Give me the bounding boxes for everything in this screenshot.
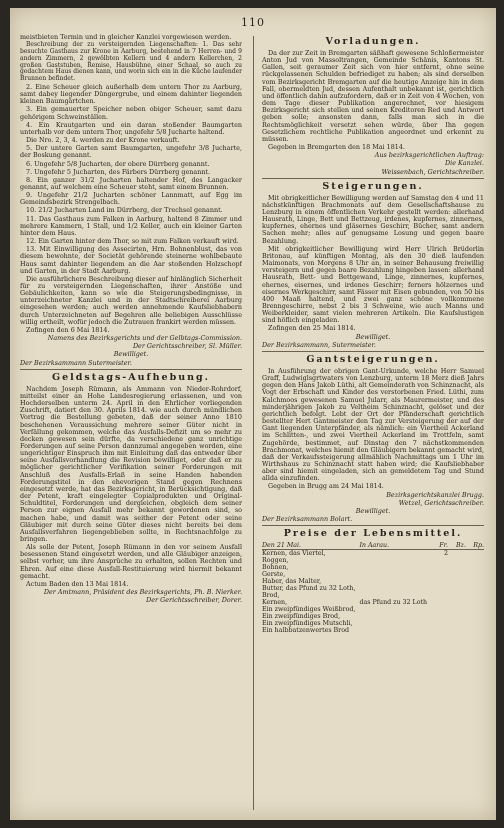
price-row — [262, 564, 484, 571]
price-unit — [359, 571, 430, 578]
price-row — [262, 557, 484, 564]
price-row — [262, 599, 484, 606]
paragraph: 5. Der untere Garten samt Baumgarten, ungefehr 3/8 Jucharte, der Boskung genannt. — [20, 144, 242, 160]
dateline: Gegeben in Brugg am 24 Mai 1814. — [268, 482, 384, 491]
signature: Die Kanzlei. — [445, 159, 484, 168]
price-value — [448, 606, 466, 613]
price-item: Roggen, — [262, 557, 289, 565]
newspaper-page — [10, 8, 496, 820]
approval-note: Bewilliget. — [113, 350, 149, 359]
section-divider — [20, 369, 242, 370]
price-item: Kernen, — [262, 599, 288, 607]
paragraph: Mit obrigkeitlicher Bewilligung werden auf Samstag den 4 und 11 nächstkünftigen Brachmonats auf dem Gesellschaftshause zu Lenzburg in einem öffentlichen Verkehr gestellt werden: allerhand Hausrath, Linge, Bett und Bettzeug, irdenes, kupfernes, zinnernes, kupfernes, ehernes und gläsernes Geschirr, Bücher, samt andern Sachen mehr; alles auf genugsame Losung und gegen baare Bezahlung. — [262, 193, 484, 245]
price-unit — [359, 564, 430, 571]
price-unit: das Pfund zu 32 Loth — [359, 599, 428, 607]
price-value — [448, 592, 466, 599]
signature: Der Gerichtsschreiber, Dorer. — [146, 596, 242, 605]
price-row — [262, 550, 484, 558]
price-table — [262, 542, 484, 634]
price-unit — [359, 627, 430, 634]
price-value — [448, 564, 466, 571]
price-table-body — [262, 550, 484, 635]
price-row — [262, 585, 484, 592]
price-col-date: Den 21 Mai. — [262, 542, 359, 550]
price-value — [430, 564, 448, 571]
paragraph: Mit obrigkeitlicher Bewilligung wird Herr Ulrich Brüderlin Britonau, auf künftigen Montag, als den 30 dieß laufenden Maimonats, von Morgens 8 Uhr an, in seiner Behausung freiwillig versteigern und gegen baare Bezahlung hingeben lassen: allerhand Hausrath, Bett- und Bettgewand, Linge, zinnernes, kupfernes, ehernes, eisernes, und irdenes Geschirr; ferners hölzernes und eisernes Werkgeschirr, samt Fässer mit Eisen gebunden, von 50 bis 400 Maaß haltend, und zwei ganz schöne vollkommene Brenngeschirre, nebst 2 bis 3 Schweine, wie auch Manns und Weiberkleider, samt vielen mehreren Artikeln. Die Kaufslustigen sind höflich eingeladen. — [262, 244, 484, 325]
section-heading: Gantsteigerungen. — [306, 353, 440, 365]
section-divider — [262, 351, 484, 352]
prices-heading: Preise der Lebensmittel. — [283, 528, 463, 540]
approval-note: Bewilliget. — [355, 506, 391, 515]
price-item: Ein zweipfündiges Mutschli, — [262, 620, 353, 628]
paragraph: 2. Eine Scheuer gleich außerhalb dem untern Thor zu Aarburg, samt dabey liegender Düngergrube, und einem dahinter liegenden kleinen Baumgärtchen. — [20, 82, 242, 106]
price-unit — [359, 550, 430, 558]
price-row — [262, 571, 484, 578]
price-value — [466, 613, 484, 620]
price-row — [262, 613, 484, 620]
price-value — [430, 571, 448, 578]
price-value — [448, 627, 466, 634]
paragraph: 11. Das Gasthaus zum Falken in Aarburg, haltend 8 Zimmer und mehrere Kammern, 1 Stall, und 1/2 Keller, auch ein kleiner Garten hinter dem Haus. — [20, 214, 242, 237]
price-unit — [359, 613, 430, 620]
price-col-place: In Aarau. — [359, 542, 430, 550]
price-value — [466, 627, 484, 634]
signature: Wetzel, Gerichtsschreiber. — [398, 498, 484, 507]
price-unit — [359, 578, 430, 585]
price-item: Kernen, das Viertel, — [262, 550, 326, 558]
price-item: Haber, das Malter, — [262, 578, 322, 586]
paragraph: 6. Ungefehr 5/8 Jucharten, der obere Dürrberg genannt. — [26, 159, 210, 168]
price-row — [262, 606, 484, 613]
signature: Der Amtmann, Präsident des Bezirksgerichts, Ph. B. Nierker. — [43, 588, 242, 597]
signature: Aus bezirksgerichtlichen Auftrag: — [374, 151, 484, 160]
column-divider — [253, 36, 254, 810]
signature: Weissenbach, Gerichtschreiber. — [381, 167, 484, 176]
price-value — [430, 592, 448, 599]
price-value — [448, 613, 466, 620]
price-value — [466, 585, 484, 592]
price-item: Ein halbbatzenwertes Brod — [262, 627, 350, 635]
price-item: Gerste, — [262, 571, 286, 579]
price-unit — [359, 620, 430, 627]
dateline: Actum Baden den 13 Mai 1814. — [26, 579, 129, 588]
signature: Der Gerichtsschreiber, Sl. Müller. — [132, 342, 242, 351]
dateline: Zofingen den 25 Mai 1814. — [268, 324, 356, 333]
section-divider — [262, 178, 484, 179]
paragraph: meistbieten Termin und in gleicher Kanzlei vorgewiesen werden. — [20, 34, 232, 41]
price-value — [448, 585, 466, 592]
paragraph: 4. Ein Krautgarten und ein daran stoßender Baumgarten unterhalb vor dem untern Thor, ungefehr 5/8 Jucharte haltend. — [20, 120, 242, 136]
price-item: Ein zweipfündiges Brod, — [262, 613, 341, 621]
price-value — [448, 571, 466, 578]
dateline: Zofingen den 6 Mai 1814. — [26, 325, 110, 334]
price-row — [262, 620, 484, 627]
price-item: Brod, — [262, 592, 280, 600]
price-value — [466, 578, 484, 585]
price-row — [262, 578, 484, 585]
paragraph: 9. Ungefehr 21/2 Jucharten schöner Lannmatt, auf Egg im Gemeindsbezirk Strengelbach. — [20, 191, 242, 207]
price-value — [466, 557, 484, 564]
paragraph: Die ausführlichere Beschreibung dieser auf hinlänglich Sicherheit für zu versteigernden Liegenschaften, ihrer Anstöße und Gebäulichkeiten, kann so wie die Steigerungsbedingnisse, in unterzeichneter Kanzlei und in der Stadtschreiberei Aarburg eingesehen werden; auch werden annehmende Kaufsliebhabern durch Unterzeichneten auf Begehren alle beliebigen Ausschlüsse willig ertheilt, wofür jedoch die Zutrauen frankirt werden müssen. — [20, 274, 242, 326]
price-col-rappen: Rp. — [466, 542, 484, 550]
official-name: Der Bezirksammann, Sutermeister. — [262, 340, 376, 349]
price-value — [448, 620, 466, 627]
price-unit — [359, 606, 430, 613]
signature: Bezirksgerichtskanzlei Brugg. — [386, 490, 484, 499]
price-value — [448, 599, 466, 606]
official-name: Der Bezirksammann Bolart. — [262, 515, 353, 524]
price-value — [466, 606, 484, 613]
price-value: 2 — [443, 550, 448, 558]
paragraph: 7. Ungefehr 5 Jucharten, des Färbers Dürrberg genannt. — [26, 167, 211, 176]
paragraph: 13. Mit Einwilligung des Assecirten, Hrn. Bohnenblust, das von diesem bewohnte, der Societät gehörende steinerne wohlbebaute Haus samt dahinter liegendem an die Aar stoßenden Holzschopf und Garten, in der Stadt Aarburg. — [20, 245, 242, 275]
price-unit — [359, 585, 430, 592]
page-number: 110 — [241, 16, 265, 29]
price-unit — [359, 557, 430, 564]
price-row — [262, 592, 484, 599]
price-value — [466, 564, 484, 571]
paragraph: 8. Ein ganzer 31/2 Jucharten haltender Hof, des Langacker genannt, auf welchem eine Scheuer steht, samt einem Brunnen. — [20, 175, 242, 191]
price-value — [430, 585, 448, 592]
left-paragraphs — [20, 34, 242, 334]
official-name: Der Bezirksammann Sutermeister. — [20, 358, 132, 367]
price-value — [448, 557, 466, 564]
paragraph: Nachdem Joseph Rümann, als Ammann von Nieder-Rohrdorf, mitteilst einer an Hohe Landesregierung erlassenen, und von Hochderselben unterm 24. April in den Ehrlicher vorliegenden Zuschrift, datiert den 30. Aprils 1814. wie auch durch mündlichen Vortrag die Bestellung gebeten, daß der seiner Anno 1810 beschehenen Veraussichung mehrere seiner Güter nicht in Verfällung gekommen, welche das Ausfalls-Defizit um so mehr zu decken gewesen sein dürfte, da verschiedene ganz unrichtige Forderungen auf seine Person dannzumal angegeben worden, eine ungerichtiger Einspruch ihm mit Einleitung daß das entweder über seine Ausfallsvorhandlung die Revision bewilliget, oder daß er zu möglicher gerichtlicher Verifikation seiner Forderungen mit Anschluß des Ausfalls-Erlaß in seine Handen habenden Forderungstitel in den ehevorigen Stand gegen Rechnens eingesetzt werde, hat das Bezirksgericht, in Berücksichtigung, daß der Petent, kraft eingelegter Copialprodukten und Original-Schuldtitel, Forderungen und dergleichen, obgleich dem seiner Person zur eignen Ausfall mehr bekannt gewordenen sind, so machen habe, und damit was seither der Petent oder seine Gläubiger mit durch seine Güter dieses nicht bereits bei dem Ausfallsverfahren liegengeblieben sollte, in Rechtsnachfolge zu bringen. — [20, 384, 242, 543]
price-item: Ein zweipfündiges Weißbrod, — [262, 606, 356, 614]
price-unit — [359, 592, 430, 599]
price-value — [430, 606, 448, 613]
right-column — [262, 34, 484, 812]
price-value — [430, 578, 448, 585]
section-divider — [262, 525, 484, 526]
paragraph: In Ausführung der obrigen Gant-Urkunde, welche Herr Samuel Graff, Ludwiglsgrtwaters von Lenzburg, unterm 18 Merz dieß Jahrs gegen den Hans Jakob Lüthi, alt Gemeinderath von Schinznacht, als Vogt der Erbschaft und Kinder des verstorbenen Fried. Lüthi, zum Kalchmoos gewesenen Samuel Jularr, als Maurermeister, und des minderjährigen Jakob zu Veltheim Schinznacht, gelöset und der gerichtlich befolgt. Lebt der Ort der Pfänderschaft gerichtlich bestellter Hert Gantmeister den Tag zur Versteigerung der auf der Gant liegenden Unterpfänder, als nämlich: ein Viertheil Ackerland im Schlitten-, und zwei Viertheil Ackerland im Trottfeln, samt Zugehörde, bestimmet, auf Dinstag den 7 nächstkommenden Brachmonat, welches hiemit den Gläubigern bekannt gemacht wird, daß der Verkaufssteigerung allmählich Nachmittags um 1 Uhr im Wirthshaus zu Schinznacht statt haben wird; die Kaufsliebhaber aber sind hiemit eingeladen, sich an gemeldetem Tag und Stund allda einzufinden. — [262, 366, 484, 483]
signature: Namens des Bezirksgerichts und der Gelbtags-Commission. — [47, 334, 242, 343]
price-value — [466, 550, 484, 558]
price-value — [448, 578, 466, 585]
price-item: Bohnen, — [262, 564, 289, 572]
section-heading: Vorladungen. — [325, 36, 421, 47]
price-value — [430, 599, 448, 606]
price-value — [430, 613, 448, 620]
price-value — [466, 599, 484, 606]
section-heading: Steigerungen. — [322, 180, 424, 192]
price-col-franken: Fr. — [430, 542, 448, 550]
paragraph: Als solle der Petent, Joseph Rümann in den vor seinem Ausfall besessenen Stand eingesetzt werden, und alle Gläubiger anzeigen, selbst vorher, um ihre Ansprüche zu erhalten, sollen Rechten und Ehren. Auf eine diese Ausfall-Restituierung wird hiermit bekannt gemacht. — [20, 543, 242, 580]
paragraph: 10. 21/2 Jucharten Land im Dürrberg, der Trechsel genannt. — [26, 206, 223, 215]
price-value — [466, 620, 484, 627]
price-value — [430, 627, 448, 634]
approval-note: Bewilliget. — [355, 332, 391, 341]
price-value — [466, 592, 484, 599]
price-header-row — [262, 542, 484, 550]
paragraph: Die Nro. 2, 3, 4. werden zu der Krone verkauft. — [26, 136, 180, 145]
price-value — [466, 571, 484, 578]
paragraph: 3. Ein gemauerter Speicher neben obiger Scheuer, samt dazu gehörigem Schweinställen. — [20, 105, 242, 121]
paragraph: 12. Ein Garten hinter dem Thor, so mit zum Falken verkauft wird. — [26, 237, 239, 246]
section-heading: Geldstags-Aufhebung. — [52, 371, 210, 383]
price-row — [262, 627, 484, 634]
price-col-batzen: Bz. — [448, 542, 466, 550]
dateline: Gegeben in Bremgarten den 18 Mai 1814. — [268, 143, 405, 152]
price-value — [430, 557, 448, 564]
left-column — [20, 34, 242, 812]
price-value — [448, 550, 466, 558]
price-item: Butter, das Pfund zu 32 Loth, — [262, 585, 356, 593]
price-value — [430, 620, 448, 627]
paragraph: Da der zur Zeit in Bremgarten säßhaft gewesene Schloßermeister Anton Jud von Massoltrangen, Gemeinde Schänis, Kantons St. Gallen, seit geraumer Zeit sich von hier entfernt, ohne seine rückgelassenen Schulden befriediget zu haben; als sind derselben vom Bezirksgericht Bremgarten auf die heutige Anzeige hin in dem Fall, obermeldten Jud, dessen Aufenthalt unbekannt ist, gerichtlich und öffentlich dahin aufzufordern, daß er in Zeit von 4 Wochen, von dem Tage dieser Publikation angerechnet, vor hiesigem Bezirksgericht sich stellen und seinen Kreditoren Red und Antwort geben solle; ansonsten dann, falls man sich in die Rechtsmöglichkeit versetzt sehen würde, über Ihn gegen Gesetzlichem rechtliche Publikation angeordnet und erkennt zu müssen. — [262, 49, 484, 143]
paragraph: Beschreibung der zu versteigernden Liegenschaften: 1. Das sehr besuchte Gasthaus zur Krone in Aarburg, bestehend in 7 Herren- und 9 andern Zimmern, 2 gewölbten Kellern und 4 andern Kellerchen, 2 großen Gaststuben, Remise, Hausbühne, einer Schaal, so auch zu gedachtem Haus dienen kann, und worin sich ein in die Küche laufender Brunnen befindet. — [20, 41, 242, 83]
